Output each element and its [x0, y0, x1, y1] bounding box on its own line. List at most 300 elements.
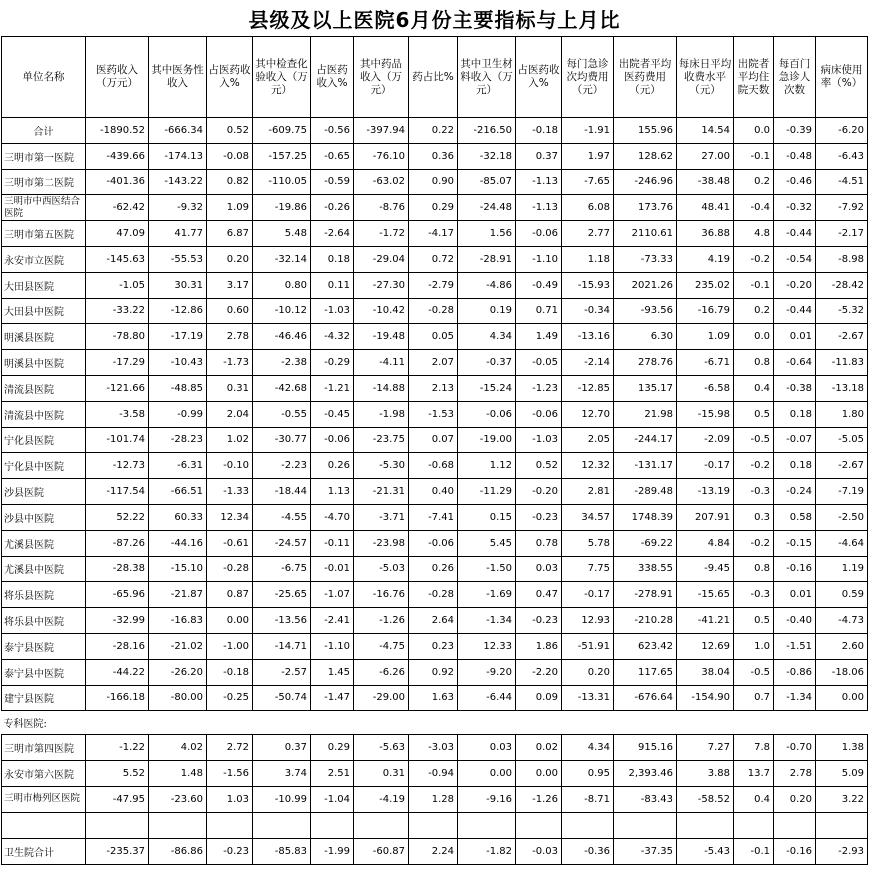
value-cell: -2.23 [253, 453, 311, 479]
value-cell: -16.83 [149, 608, 207, 634]
value-cell: -216.50 [458, 118, 516, 144]
value-cell: -3.03 [409, 735, 458, 761]
value-cell: -11.29 [458, 479, 516, 505]
value-cell: 0.18 [774, 453, 816, 479]
value-cell: -46.46 [253, 324, 311, 350]
header-cell: 单位名称 [2, 37, 86, 118]
value-cell: -1890.52 [86, 118, 149, 144]
value-cell: -0.23 [516, 608, 562, 634]
value-cell: -5.63 [354, 735, 409, 761]
value-cell: -13.18 [816, 375, 868, 401]
value-cell: 2.05 [562, 427, 614, 453]
value-cell: -0.38 [774, 375, 816, 401]
value-cell: -19.86 [253, 195, 311, 221]
table-row [2, 118, 868, 144]
value-cell: 2,393.46 [614, 761, 677, 787]
value-cell: -0.26 [311, 195, 354, 221]
value-cell: -17.19 [149, 324, 207, 350]
value-cell: -28.38 [86, 556, 149, 582]
unit-name-cell: 泰宁县医院 [2, 633, 86, 659]
table-row [2, 221, 868, 247]
value-cell: -154.90 [677, 685, 734, 711]
value-cell: 52.22 [86, 504, 149, 530]
value-cell: 0.2 [734, 169, 774, 195]
value-cell: 207.91 [677, 504, 734, 530]
value-cell: -1.13 [516, 169, 562, 195]
value-cell: 0.3 [734, 504, 774, 530]
value-cell: 12.69 [677, 633, 734, 659]
empty-cell [562, 812, 614, 838]
value-cell: -29.00 [354, 685, 409, 711]
value-cell: 0.03 [458, 735, 516, 761]
value-cell: -101.74 [86, 427, 149, 453]
value-cell: -0.06 [311, 427, 354, 453]
unit-name-cell: 永安市立医院 [2, 246, 86, 272]
value-cell: -121.66 [86, 375, 149, 401]
value-cell: 0.20 [774, 786, 816, 812]
value-cell: -4.70 [311, 504, 354, 530]
value-cell: -0.55 [253, 401, 311, 427]
value-cell: 0.7 [734, 685, 774, 711]
indicator-table [1, 36, 868, 865]
empty-cell [677, 812, 734, 838]
value-cell: -0.20 [516, 479, 562, 505]
value-cell: -0.06 [409, 530, 458, 556]
value-cell: -69.22 [614, 530, 677, 556]
value-cell: -2.67 [816, 453, 868, 479]
value-cell: -58.52 [677, 786, 734, 812]
value-cell: 5.48 [253, 221, 311, 247]
value-cell: -18.06 [816, 659, 868, 685]
unit-name-cell: 三明市第五医院 [2, 221, 86, 247]
value-cell: -0.23 [207, 838, 253, 864]
value-cell: -6.44 [458, 685, 516, 711]
value-cell: -28.91 [458, 246, 516, 272]
value-cell: 4.34 [458, 324, 516, 350]
value-cell: -0.44 [774, 298, 816, 324]
value-cell: -0.36 [562, 838, 614, 864]
value-cell: 0.59 [816, 582, 868, 608]
unit-name-cell: 泰宁县中医院 [2, 659, 86, 685]
value-cell: -0.1 [734, 272, 774, 298]
value-cell: -30.77 [253, 427, 311, 453]
value-cell: -44.16 [149, 530, 207, 556]
value-cell: 0.80 [253, 272, 311, 298]
value-cell: 235.02 [677, 272, 734, 298]
value-cell: 0.72 [409, 246, 458, 272]
value-cell: -62.42 [86, 195, 149, 221]
value-cell: -1.34 [774, 685, 816, 711]
value-cell: 0.52 [207, 118, 253, 144]
value-cell: -1.34 [458, 608, 516, 634]
value-cell: -0.2 [734, 246, 774, 272]
value-cell: -0.23 [516, 504, 562, 530]
value-cell: 0.05 [409, 324, 458, 350]
value-cell: -21.87 [149, 582, 207, 608]
value-cell: -1.10 [311, 633, 354, 659]
unit-name-cell: 大田县中医院 [2, 298, 86, 324]
value-cell: 2.24 [409, 838, 458, 864]
table-row [2, 350, 868, 376]
value-cell: -0.2 [734, 453, 774, 479]
value-cell: 1.03 [207, 786, 253, 812]
value-cell: -1.33 [207, 479, 253, 505]
value-cell: -6.75 [253, 556, 311, 582]
value-cell: -23.60 [149, 786, 207, 812]
value-cell: -19.48 [354, 324, 409, 350]
value-cell: 0.20 [207, 246, 253, 272]
value-cell: -439.66 [86, 143, 149, 169]
value-cell: -0.39 [774, 118, 816, 144]
value-cell: -21.31 [354, 479, 409, 505]
value-cell: -0.61 [207, 530, 253, 556]
table-row [2, 786, 868, 812]
value-cell: 0.5 [734, 608, 774, 634]
value-cell: -4.75 [354, 633, 409, 659]
unit-name-cell: 清流县医院 [2, 375, 86, 401]
value-cell: -1.03 [516, 427, 562, 453]
value-cell: 13.7 [734, 761, 774, 787]
value-cell: -0.70 [774, 735, 816, 761]
value-cell: 12.32 [562, 453, 614, 479]
value-cell: -1.04 [311, 786, 354, 812]
value-cell: -1.21 [311, 375, 354, 401]
value-cell: -0.17 [562, 582, 614, 608]
value-cell: -0.99 [149, 401, 207, 427]
table-row [2, 504, 868, 530]
unit-name-cell: 三明市梅列区医院 [2, 786, 86, 812]
unit-name-cell: 三明市第二医院 [2, 169, 86, 195]
value-cell: 3.88 [677, 761, 734, 787]
value-cell: -235.37 [86, 838, 149, 864]
unit-name-cell: 永安市第六医院 [2, 761, 86, 787]
value-cell: 1.38 [816, 735, 868, 761]
value-cell: 14.54 [677, 118, 734, 144]
value-cell: 915.16 [614, 735, 677, 761]
value-cell: -1.26 [354, 608, 409, 634]
value-cell: -0.28 [409, 298, 458, 324]
value-cell: -80.00 [149, 685, 207, 711]
value-cell: 3.17 [207, 272, 253, 298]
value-cell: 1.48 [149, 761, 207, 787]
value-cell: -1.99 [311, 838, 354, 864]
value-cell: 6.30 [614, 324, 677, 350]
value-cell: -1.73 [207, 350, 253, 376]
value-cell: 3.22 [816, 786, 868, 812]
value-cell: -0.29 [311, 350, 354, 376]
value-cell: -87.26 [86, 530, 149, 556]
table-row [2, 453, 868, 479]
value-cell: -10.12 [253, 298, 311, 324]
value-cell: 0.01 [774, 324, 816, 350]
table-row [2, 143, 868, 169]
value-cell: -666.34 [149, 118, 207, 144]
value-cell: -33.22 [86, 298, 149, 324]
value-cell: 173.76 [614, 195, 677, 221]
value-cell: -16.79 [677, 298, 734, 324]
value-cell: -244.17 [614, 427, 677, 453]
value-cell: 0.2 [734, 298, 774, 324]
value-cell: 0.19 [458, 298, 516, 324]
table-row [2, 582, 868, 608]
value-cell: -21.02 [149, 633, 207, 659]
header-row [2, 37, 868, 118]
empty-cell [2, 812, 86, 838]
value-cell: 12.34 [207, 504, 253, 530]
value-cell: 0.4 [734, 375, 774, 401]
value-cell: -0.28 [409, 582, 458, 608]
value-cell: -0.40 [774, 608, 816, 634]
value-cell: -12.86 [149, 298, 207, 324]
empty-cell [516, 812, 562, 838]
value-cell: -78.80 [86, 324, 149, 350]
value-cell: 0.07 [409, 427, 458, 453]
empty-cell [458, 812, 516, 838]
unit-name-cell: 明溪县中医院 [2, 350, 86, 376]
value-cell: 0.18 [311, 246, 354, 272]
value-cell: 2021.26 [614, 272, 677, 298]
unit-name-cell: 宁化县医院 [2, 427, 86, 453]
value-cell: 623.42 [614, 633, 677, 659]
value-cell: -28.16 [86, 633, 149, 659]
table-row [2, 659, 868, 685]
value-cell: 30.31 [149, 272, 207, 298]
value-cell: -4.86 [458, 272, 516, 298]
value-cell: -51.91 [562, 633, 614, 659]
value-cell: 12.70 [562, 401, 614, 427]
value-cell: 0.0 [734, 118, 774, 144]
value-cell: 0.87 [207, 582, 253, 608]
value-cell: -0.25 [207, 685, 253, 711]
unit-name-cell: 建宁县医院 [2, 685, 86, 711]
value-cell: -609.75 [253, 118, 311, 144]
value-cell: 2110.61 [614, 221, 677, 247]
value-cell: -15.93 [562, 272, 614, 298]
value-cell: 7.27 [677, 735, 734, 761]
value-cell: -143.22 [149, 169, 207, 195]
value-cell: 1.45 [311, 659, 354, 685]
table-row [2, 272, 868, 298]
value-cell: -2.50 [816, 504, 868, 530]
value-cell: -3.58 [86, 401, 149, 427]
value-cell: -13.31 [562, 685, 614, 711]
value-cell: -16.76 [354, 582, 409, 608]
value-cell: -278.91 [614, 582, 677, 608]
value-cell: -0.15 [774, 530, 816, 556]
value-cell: 3.74 [253, 761, 311, 787]
value-cell: -2.93 [816, 838, 868, 864]
value-cell: -0.86 [774, 659, 816, 685]
value-cell: -32.18 [458, 143, 516, 169]
value-cell: -26.20 [149, 659, 207, 685]
value-cell: -0.2 [734, 530, 774, 556]
value-cell: -166.18 [86, 685, 149, 711]
value-cell: -0.17 [677, 453, 734, 479]
value-cell: -6.58 [677, 375, 734, 401]
header-cell: 占医药收入% [311, 37, 354, 118]
value-cell: -73.33 [614, 246, 677, 272]
header-cell: 占医药收入% [516, 37, 562, 118]
value-cell: 1.18 [562, 246, 614, 272]
value-cell: 1.19 [816, 556, 868, 582]
value-cell: 0.00 [816, 685, 868, 711]
value-cell: -0.5 [734, 659, 774, 685]
unit-name-cell: 三明市第一医院 [2, 143, 86, 169]
table-row [2, 633, 868, 659]
value-cell: -0.46 [774, 169, 816, 195]
value-cell: -9.20 [458, 659, 516, 685]
value-cell: -0.05 [516, 350, 562, 376]
value-cell: -4.17 [409, 221, 458, 247]
table-row [2, 324, 868, 350]
value-cell: 1.49 [516, 324, 562, 350]
value-cell: -66.51 [149, 479, 207, 505]
header-cell: 其中检查化验收入（万元） [253, 37, 311, 118]
table-row [2, 530, 868, 556]
value-cell: -0.06 [516, 221, 562, 247]
value-cell: 0.92 [409, 659, 458, 685]
value-cell: 0.37 [253, 735, 311, 761]
value-cell: 1.0 [734, 633, 774, 659]
value-cell: -8.98 [816, 246, 868, 272]
value-cell: -0.16 [774, 556, 816, 582]
value-cell: -0.64 [774, 350, 816, 376]
value-cell: -174.13 [149, 143, 207, 169]
value-cell: -0.28 [207, 556, 253, 582]
value-cell: 5.52 [86, 761, 149, 787]
value-cell: -14.88 [354, 375, 409, 401]
value-cell: -0.48 [774, 143, 816, 169]
table-row [2, 735, 868, 761]
value-cell: -2.38 [253, 350, 311, 376]
value-cell: 4.8 [734, 221, 774, 247]
value-cell: 0.22 [409, 118, 458, 144]
value-cell: 128.62 [614, 143, 677, 169]
value-cell: -4.11 [354, 350, 409, 376]
value-cell: 1.28 [409, 786, 458, 812]
value-cell: 4.84 [677, 530, 734, 556]
value-cell: -0.16 [774, 838, 816, 864]
value-cell: -65.96 [86, 582, 149, 608]
value-cell: -0.1 [734, 143, 774, 169]
header-cell: 出院者平均住院天数 [734, 37, 774, 118]
value-cell: -2.20 [516, 659, 562, 685]
value-cell: -0.06 [458, 401, 516, 427]
value-cell: -1.22 [86, 735, 149, 761]
table-row [2, 298, 868, 324]
table-body [2, 118, 868, 865]
unit-name-cell: 大田县医院 [2, 272, 86, 298]
value-cell: -50.74 [253, 685, 311, 711]
header-cell: 每门急诊次均费用（元） [562, 37, 614, 118]
value-cell: -246.96 [614, 169, 677, 195]
value-cell: 4.19 [677, 246, 734, 272]
unit-name-cell: 三明市第四医院 [2, 735, 86, 761]
value-cell: -1.05 [86, 272, 149, 298]
value-cell: 0.47 [516, 582, 562, 608]
unit-name-cell: 卫生院合计 [2, 838, 86, 864]
value-cell: -1.56 [207, 761, 253, 787]
value-cell: 0.23 [409, 633, 458, 659]
value-cell: 12.93 [562, 608, 614, 634]
value-cell: -38.48 [677, 169, 734, 195]
value-cell: -9.45 [677, 556, 734, 582]
value-cell: 0.31 [354, 761, 409, 787]
value-cell: 0.0 [734, 324, 774, 350]
value-cell: -6.26 [354, 659, 409, 685]
value-cell: -60.87 [354, 838, 409, 864]
value-cell: -12.85 [562, 375, 614, 401]
value-cell: -32.99 [86, 608, 149, 634]
value-cell: -0.59 [311, 169, 354, 195]
value-cell: 2.51 [311, 761, 354, 787]
value-cell: -2.79 [409, 272, 458, 298]
unit-name-cell: 明溪县医院 [2, 324, 86, 350]
value-cell: -23.75 [354, 427, 409, 453]
empty-cell [253, 812, 311, 838]
value-cell: 0.40 [409, 479, 458, 505]
table-row [2, 401, 868, 427]
value-cell: -24.57 [253, 530, 311, 556]
unit-name-cell: 将乐县中医院 [2, 608, 86, 634]
value-cell: 2.77 [562, 221, 614, 247]
value-cell: 48.41 [677, 195, 734, 221]
value-cell: 6.87 [207, 221, 253, 247]
value-cell: 2.13 [409, 375, 458, 401]
value-cell: -7.92 [816, 195, 868, 221]
value-cell: 1.56 [458, 221, 516, 247]
empty-cell [409, 812, 458, 838]
value-cell: -2.14 [562, 350, 614, 376]
value-cell: -1.03 [311, 298, 354, 324]
value-cell: -28.23 [149, 427, 207, 453]
value-cell: -2.64 [311, 221, 354, 247]
table-row [2, 246, 868, 272]
value-cell: -4.19 [354, 786, 409, 812]
value-cell: -4.73 [816, 608, 868, 634]
value-cell: 47.09 [86, 221, 149, 247]
value-cell: -10.99 [253, 786, 311, 812]
value-cell: -676.64 [614, 685, 677, 711]
value-cell: 0.20 [562, 659, 614, 685]
value-cell: 34.57 [562, 504, 614, 530]
value-cell: 0.5 [734, 401, 774, 427]
empty-cell [311, 812, 354, 838]
value-cell: -6.20 [816, 118, 868, 144]
value-cell: -0.10 [207, 453, 253, 479]
header-cell: 病床使用率（%） [816, 37, 868, 118]
header-cell: 其中卫生材料收入（万元） [458, 37, 516, 118]
value-cell: 1.63 [409, 685, 458, 711]
value-cell: 0.26 [409, 556, 458, 582]
value-cell: -27.30 [354, 272, 409, 298]
value-cell: -2.57 [253, 659, 311, 685]
value-cell: -3.71 [354, 504, 409, 530]
value-cell: -4.51 [816, 169, 868, 195]
value-cell: -13.56 [253, 608, 311, 634]
value-cell: -63.02 [354, 169, 409, 195]
value-cell: -1.23 [516, 375, 562, 401]
value-cell: -1.47 [311, 685, 354, 711]
value-cell: -24.48 [458, 195, 516, 221]
value-cell: -85.83 [253, 838, 311, 864]
value-cell: 1.09 [677, 324, 734, 350]
value-cell: 12.33 [458, 633, 516, 659]
spacer-row [2, 812, 868, 838]
value-cell: -0.18 [207, 659, 253, 685]
value-cell: -0.32 [774, 195, 816, 221]
value-cell: 21.98 [614, 401, 677, 427]
